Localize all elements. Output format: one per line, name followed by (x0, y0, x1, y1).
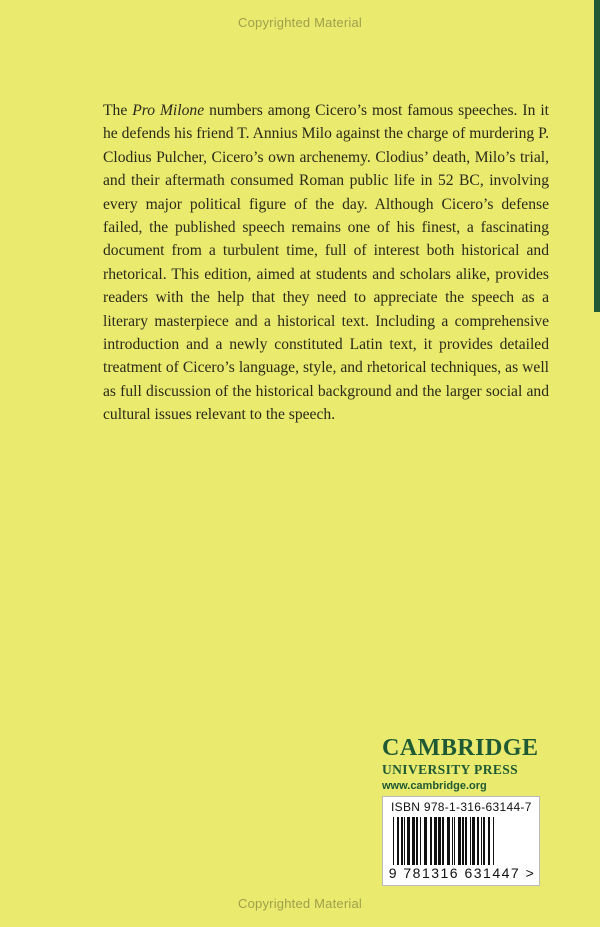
publisher-subname: UNIVERSITY PRESS (382, 762, 519, 777)
barcode-bar (397, 817, 399, 865)
barcode (382, 796, 540, 886)
barcode-bar (447, 817, 450, 865)
publisher-url: www.cambridge.org (382, 780, 487, 792)
barcode-bar (416, 817, 418, 865)
barcode-bar (483, 817, 485, 865)
barcode-bar (420, 817, 421, 865)
barcode-bar (454, 817, 455, 865)
barcode-bar (477, 817, 479, 865)
back-cover-blurb (103, 99, 549, 427)
blurb-title: Pro Milone (132, 102, 205, 119)
barcode-digits: 9 781316 631447 > (388, 865, 536, 881)
spine-strip (594, 0, 600, 312)
publisher-name: CAMBRIDGE (382, 735, 539, 761)
barcode-bar (472, 817, 475, 865)
barcode-bar (404, 817, 405, 865)
publisher-logo (382, 736, 552, 793)
barcode-bars (393, 817, 535, 865)
barcode-bar (430, 817, 432, 865)
barcode-bar (407, 817, 410, 865)
barcode-bar (470, 817, 471, 865)
barcode-bar (488, 817, 490, 865)
watermark-bottom: Copyrighted Material (238, 896, 362, 911)
barcode-bar (442, 817, 444, 865)
barcode-bar (434, 817, 437, 865)
barcode-bar (493, 817, 494, 865)
barcode-bar (481, 817, 482, 865)
barcode-bar (452, 817, 453, 865)
blurb-lead: The (103, 102, 133, 119)
barcode-bar (465, 817, 467, 865)
barcode-bar (438, 817, 441, 865)
barcode-bar (458, 817, 461, 865)
barcode-bar (462, 817, 464, 865)
isbn-label: ISBN 978-1-316-63144-7 (391, 800, 532, 814)
barcode-bar (412, 817, 415, 865)
barcode-bar (393, 817, 394, 865)
blurb-body: numbers among Cicero’s most famous speeches. In it he defends his friend T. Annius Milo against the charge of murdering P. Clodius Pulcher, Cicero’s own archenemy. Clodius’ death, Milo’s trial, and their aftermath consumed Roman public life in 52 BC, involving every major political figure of the day. Although Cicero’s defense failed, the published speech remains one of his finest, a fascinating document from a turbulent time, full of interest both historical and rhetorical. This edition, aimed at students and scholars alike, provides readers with the help that they need to appreciate the speech as a literary masterpiece and a historical text. Including a comprehensive introduction and a newly constituted Latin text, it provides detailed treatment of Cicero’s language, style, and rhetorical techniques, as well as full discussion of the historical background and the larger social and cultural issues relevant to the speech. (103, 102, 549, 424)
watermark-top: Copyrighted Material (238, 15, 362, 30)
barcode-bar (424, 817, 427, 865)
barcode-bar (401, 817, 403, 865)
